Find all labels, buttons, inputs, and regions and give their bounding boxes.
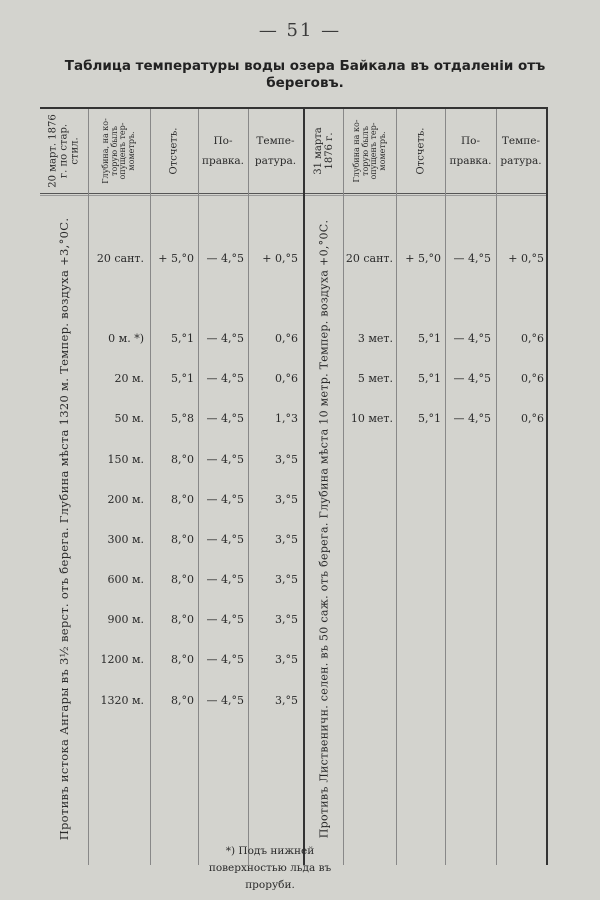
col-divider	[150, 109, 151, 865]
left-temperature-cell: 0,°6	[275, 372, 298, 385]
right-temperature-cell: 0,°6	[521, 372, 544, 385]
left-correction-cell: — 4,°5	[206, 613, 244, 626]
right-correction-cell: — 4,°5	[453, 412, 491, 425]
footnote: *) Подъ нижней поверхностью льда въ проруби.	[208, 845, 332, 891]
right-correction-cell: — 4,°5	[453, 372, 491, 385]
left-temperature-cell: 3,°5	[275, 453, 298, 466]
left-depth-cell: 600 м.	[107, 573, 144, 586]
right-depth-cell: 20 сант.	[345, 252, 393, 265]
header-rule-thin	[40, 195, 548, 196]
left-reading-cell: 8,°0	[171, 653, 194, 666]
left-reading-cell: 8,°0	[171, 493, 194, 506]
left-correction-cell: — 4,°5	[206, 412, 244, 425]
left-reading-cell: 8,°0	[171, 694, 194, 707]
right-temperature-cell: + 0,°5	[508, 252, 544, 265]
left-correction-cell: — 4,°5	[206, 694, 244, 707]
left-depth-cell: 20 сант.	[96, 252, 144, 265]
right-date-header	[305, 109, 343, 193]
right-correction-cell: — 4,°5	[453, 252, 491, 265]
left-temperature-cell: 1,°3	[275, 412, 298, 425]
left-depth-cell: 50 м.	[114, 412, 144, 425]
right-reading-cell: + 5,°0	[405, 252, 441, 265]
right-depth-header	[343, 109, 396, 193]
table-right-edge	[546, 109, 548, 865]
left-correction-cell: — 4,°5	[206, 533, 244, 546]
left-correction-cell: — 4,°5	[206, 653, 244, 666]
left-reading-cell: + 5,°0	[158, 252, 194, 265]
right-depth-cell: 10 мет.	[350, 412, 393, 425]
right-date-text: 31 марта 1876 г.	[313, 127, 335, 175]
left-correction-cell: — 4,°5	[206, 573, 244, 586]
right-location-label	[305, 195, 343, 863]
left-date-header	[40, 109, 88, 193]
right-reading-cell: 5,°1	[418, 372, 441, 385]
page-number: — 51 —	[258, 20, 342, 41]
right-depth-cell: 3 мет.	[357, 332, 393, 345]
right-reading-cell: 5,°1	[418, 332, 441, 345]
left-temperature-cell: 0,°6	[275, 332, 298, 345]
right-depth-cell: 5 мет.	[357, 372, 393, 385]
left-correction-header	[198, 109, 248, 193]
left-correction-cell: — 4,°5	[206, 372, 244, 385]
left-temperature-cell: 3,°5	[275, 613, 298, 626]
left-location-text: Противъ истока Ангары въ 3½ верст. отъ берега. Глубина мѣста 1320 м. Темпер. воздуха +3,°0С.	[57, 217, 71, 841]
right-location-text: Противъ Лиственичн. селен. въ 50 саж. отъ берега. Глубина мѣста 10 метр. Темпер. воздуха +0,°0С.	[317, 219, 331, 839]
left-temperature-cell: 3,°5	[275, 573, 298, 586]
right-reading-cell: 5,°1	[418, 412, 441, 425]
col-divider	[248, 109, 249, 865]
left-reading-cell: 8,°0	[171, 533, 194, 546]
left-temperature-cell: + 0,°5	[262, 252, 298, 265]
right-temperature-header	[496, 109, 546, 193]
left-depth-cell: 200 м.	[107, 493, 144, 506]
left-correction-cell: — 4,°5	[206, 453, 244, 466]
right-temperature-cell: 0,°6	[521, 412, 544, 425]
table-title: Таблица температуры воды озера Байкала въ отдаленіи отъ береговъ.	[64, 58, 546, 91]
right-correction-header	[445, 109, 496, 193]
left-reading-cell: 8,°0	[171, 453, 194, 466]
left-reading-cell: 5,°8	[171, 412, 194, 425]
right-reading-header	[396, 109, 445, 193]
left-depth-cell: 900 м.	[107, 613, 144, 626]
left-depth-cell: 0 м. *)	[108, 332, 144, 345]
left-reading-cell: 5,°1	[171, 332, 194, 345]
left-temperature-cell: 3,°5	[275, 493, 298, 506]
col-divider	[343, 109, 344, 865]
left-correction-cell: — 4,°5	[206, 332, 244, 345]
left-date-text: 20 март. 1876 г. по стар. стил.	[47, 114, 81, 188]
left-temperature-cell: 3,°5	[275, 653, 298, 666]
left-depth-cell: 150 м.	[107, 453, 144, 466]
left-reading-header-text: Отсчетъ.	[168, 127, 180, 175]
left-reading-cell: 5,°1	[171, 372, 194, 385]
right-depth-header-text: Глубина на ко-торую былъ опущенъ тер-мометръ.	[351, 119, 386, 183]
left-temperature-header-text: Темпе-ратура.	[254, 135, 297, 167]
left-depth-cell: 20 м.	[114, 372, 144, 385]
right-temperature-header-text: Темпе-ратура.	[500, 135, 542, 167]
left-depth-cell: 1200 м.	[100, 653, 144, 666]
left-correction-cell: — 4,°5	[206, 252, 244, 265]
left-depth-header	[88, 109, 150, 193]
left-temperature-header	[248, 109, 303, 193]
left-temperature-cell: 3,°5	[275, 694, 298, 707]
left-reading-cell: 8,°0	[171, 613, 194, 626]
col-divider	[396, 109, 397, 865]
left-reading-cell: 8,°0	[171, 573, 194, 586]
right-temperature-cell: 0,°6	[521, 332, 544, 345]
header-rule	[40, 193, 548, 194]
left-depth-cell: 300 м.	[107, 533, 144, 546]
left-correction-cell: — 4,°5	[206, 493, 244, 506]
right-reading-header-text: Отсчетъ.	[415, 127, 426, 175]
left-correction-header-text: По-правка.	[201, 135, 245, 167]
right-correction-header-text: По-правка.	[449, 135, 492, 167]
left-location-label	[40, 195, 88, 863]
left-reading-header	[150, 109, 198, 193]
left-temperature-cell: 3,°5	[275, 533, 298, 546]
col-divider	[445, 109, 446, 865]
left-depth-cell: 1320 м.	[100, 694, 144, 707]
col-divider	[198, 109, 199, 865]
right-correction-cell: — 4,°5	[453, 332, 491, 345]
left-depth-header-text: Глубина, на ко-торую былъ опущенъ тер-мометръ.	[101, 118, 136, 184]
col-divider	[88, 109, 89, 865]
col-divider	[496, 109, 497, 865]
temperature-table	[40, 107, 548, 891]
